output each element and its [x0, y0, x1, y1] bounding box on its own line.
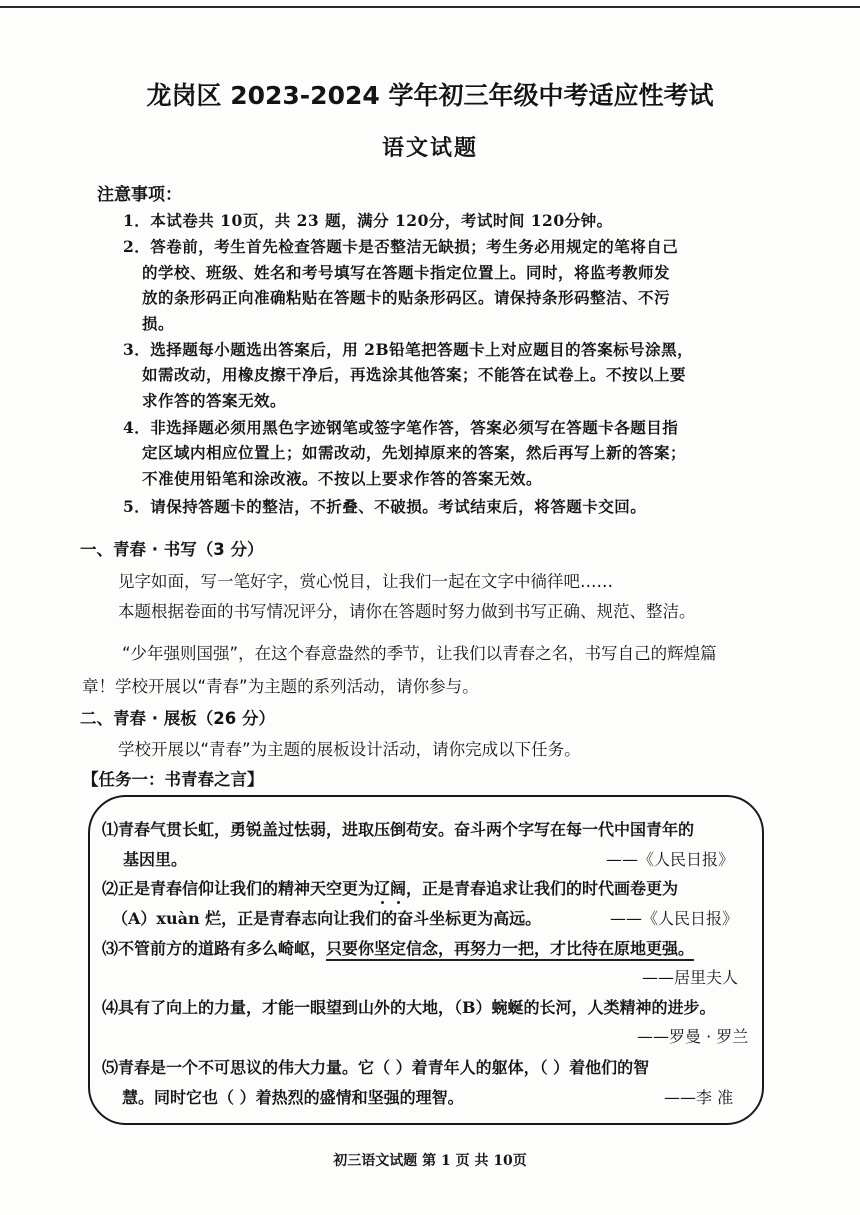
page-footer: 初三语文试题 第 1 页 共 10页	[333, 1153, 527, 1169]
notice-item: 3．选择题每小题选出答案后，用 2B铅笔把答题卡上对应题目的答案标号涂黑，	[123, 340, 694, 359]
section1-text: 见字如面，写一笔好字，赏心悦目，让我们一起在文字中徜徉吧……	[118, 572, 613, 591]
task1-heading: 【任务一：书青春之言】	[82, 770, 264, 789]
quote-2-pre: ⑵正是青春信仰让我们的精神天空更为	[102, 879, 375, 898]
underlined-sentence: 只要你坚定信念，再努力一把，才比待在原地更强。	[326, 939, 694, 961]
quote-2-line	[102, 876, 678, 899]
notice-item: 2．答卷前，考生首先检查答题卡是否整洁无缺损；考生务必用规定的笔将自己	[123, 237, 679, 256]
notice-item: 如需改动，用橡皮擦干净后，再选涂其他答案；不能答在试卷上。不按以上要	[142, 365, 687, 384]
quote-3-pre: ⑶不管前方的道路有多么崎岖，	[102, 939, 327, 958]
notice-item: 5．请保持答题卡的整洁，不折叠、不破损。考试结束后，将答题卡交回。	[123, 497, 647, 516]
notice-item: 不准使用铅笔和涂改液。不按以上要求作答的答案无效。	[142, 469, 543, 488]
quote-2-source: ——《人民日报》	[610, 909, 739, 928]
notice-item: 定区域内相应位置上；如需改动，先划掉原来的答案，然后再写上新的答案；	[142, 443, 687, 462]
top-border-line	[0, 6, 860, 8]
quote-2-line: （A）xuàn 烂，正是青春志向让我们的奋斗坐标更为高远。	[112, 909, 542, 928]
notice-heading: 注意事项：	[97, 185, 182, 205]
section1-text: 本题根据卷面的书写情况评分，请你在答题时努力做到书写正确、规范、整洁。	[118, 602, 696, 621]
quote-3-line	[102, 936, 694, 959]
exam-subtitle: 语文试题	[381, 135, 478, 161]
quote-2-post: ，正是青春追求让我们的时代画卷更为	[406, 879, 679, 898]
quote-1-source: ——《人民日报》	[606, 850, 735, 869]
quote-1-line: ⑴青春气贯长虹，勇锐盖过怯弱，进取压倒苟安。奋斗两个字写在每一代中国青年的	[102, 820, 695, 839]
quote-3-source: ——居里夫人	[642, 968, 739, 987]
notice-item: 1．本试卷共 10页，共 23 题，满分 120分，考试时间 120分钟。	[123, 211, 613, 230]
section2-text: 学校开展以“青春”为主题的展板设计活动，请你完成以下任务。	[118, 740, 581, 759]
notice-item: 的学校、班级、姓名和考号填写在答题卡指定位置上。同时，将监考教师发	[142, 263, 671, 282]
notice-item: 求作答的答案无效。	[142, 391, 287, 410]
intro-text: “少年强则国强”，在这个春意盎然的季节，让我们以青春之名，书写自己的辉煌篇	[122, 644, 717, 663]
quote-4-source: ——罗曼 · 罗兰	[637, 1027, 749, 1046]
quote-1-line: 基因里。	[123, 850, 188, 869]
notice-item: 放的条形码正向准确粘贴在答题卡的贴条形码区。请保持条形码整洁、不污	[142, 288, 671, 307]
quote-5-line: 慧。同时它也（ ）着热烈的盛情和坚强的理智。	[122, 1088, 464, 1107]
intro-text: 章！学校开展以“青春”为主题的系列活动，请你参与。	[82, 677, 479, 696]
emphasis-dot-char: 辽	[374, 879, 391, 898]
section2-heading: 二、青春 · 展板（26 分）	[80, 709, 275, 728]
emphasis-dot-char: 阔	[390, 879, 407, 898]
quote-5-source: ——李 准	[664, 1088, 734, 1107]
section1-heading: 一、青春 · 书写（3 分）	[80, 540, 264, 559]
quote-5-line: ⑸青春是一个不可思议的伟大力量。它（ ）着青年人的躯体，（ ）着他们的智	[102, 1058, 650, 1077]
quote-4-line: ⑷具有了向上的力量，才能一眼望到山外的大地，（B）蜿蜒的长河，人类精神的进步。	[102, 998, 716, 1017]
notice-item: 4．非选择题必须用黑色字迹钢笔或签字笔作答，答案必须写在答题卡各题目指	[123, 418, 679, 437]
notice-item: 损。	[142, 314, 175, 333]
exam-title: 龙岗区 2023-2024 学年初三年级中考适应性考试	[146, 81, 714, 110]
